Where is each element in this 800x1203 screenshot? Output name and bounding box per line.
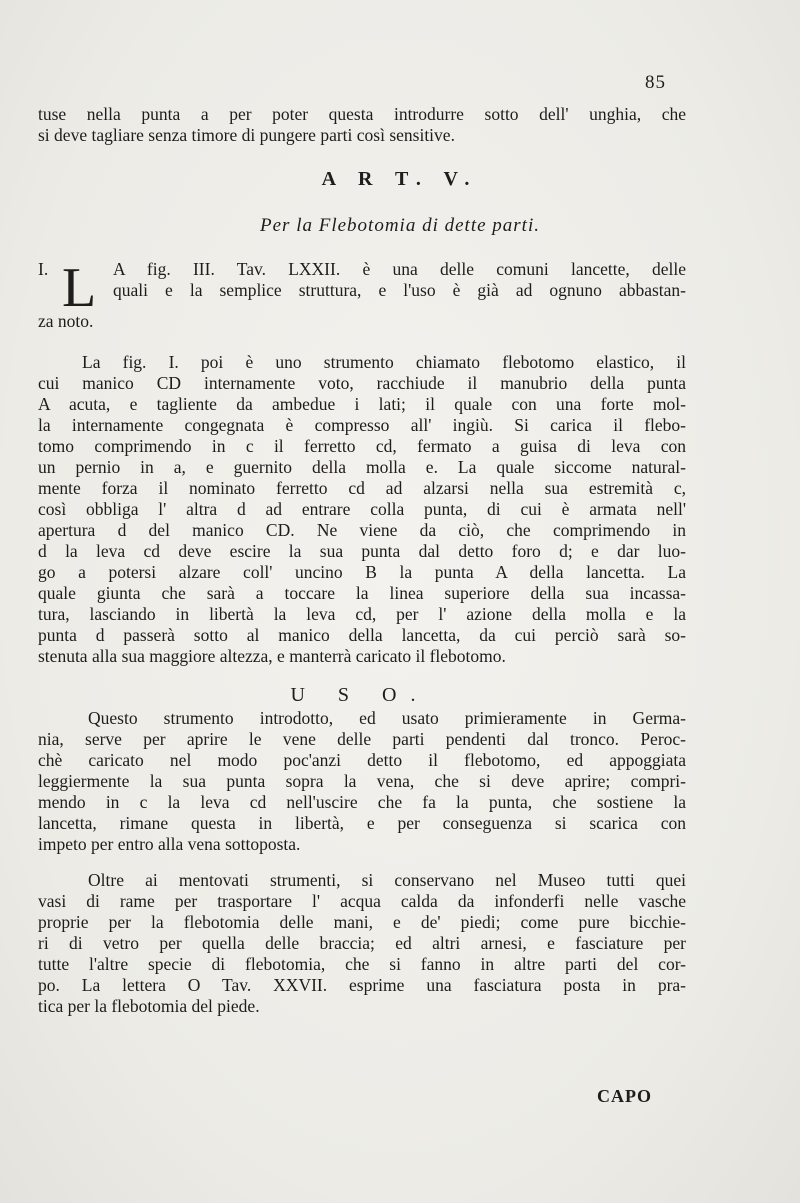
text-line: mendo in c la leva cd nell'uscire che fa la punta, che sostiene la <box>38 792 686 812</box>
text-line: vasi di rame per trasportare l' acqua calda da infonderfi nelle vasche <box>38 891 686 911</box>
article-heading: A R T. V. <box>321 168 479 190</box>
text-line: d la leva cd deve escire la sua punta dal detto foro d; e dar luo- <box>38 541 686 561</box>
text-line: si deve tagliare senza timore di pungere parti così sensitive. <box>38 125 455 145</box>
section-number: I. <box>38 259 49 279</box>
text-line: A fig. III. Tav. LXXII. è una delle comuni lancette, delle <box>113 259 686 279</box>
catchword: CAPO <box>597 1086 652 1106</box>
final-first-line <box>38 870 686 891</box>
text-line: za noto. <box>38 311 94 331</box>
text-line: po. La lettera O Tav. XXVII. esprime una fasciatura posta in pra- <box>38 975 686 995</box>
text-line: lancetta, rimane questa in libertà, e per conseguenza si scarica con <box>38 813 686 833</box>
text-line: stenuta alla sua maggiore altezza, e manterrà caricato il flebotomo. <box>38 646 506 666</box>
intro-text <box>38 104 686 146</box>
text-line: nia, serve per aprire le vene delle parti pendenti dal tronco. Peroc- <box>38 729 686 749</box>
text-line: Questo strumento introdotto, ed usato primieramente in Germa- <box>88 708 686 728</box>
drop-capital: L <box>62 257 97 319</box>
text-line: A acuta, e tagliente da ambedue i lati; il quale con una forte mol- <box>38 394 686 414</box>
text-line: go a potersi alzare coll' uncino B la punta A della lancetta. La <box>38 562 686 582</box>
text-line: apertura d del manico CD. Ne viene da ciò, che comprimendo in <box>38 520 686 540</box>
text-line: impeto per entro alla vena sottoposta. <box>38 834 301 854</box>
text-line: leggiermente la sua punta sopra la vena, che si deve aprire; compri- <box>38 771 686 791</box>
text-line: Oltre ai mentovati strumenti, si conservano nel Museo tutti quei <box>88 870 686 890</box>
section-one-tail <box>38 311 686 332</box>
uso-first-line <box>38 708 686 729</box>
text-line: così obbliga l' altra d ad entrare colla punta, di cui è armata nell' <box>38 499 686 519</box>
text-line: un pernio in a, e guernito della molla e. La quale siccome natural- <box>38 457 686 477</box>
section-one-text <box>113 259 686 301</box>
text-line: tuse nella punta a per poter questa introdurre sotto dell' unghia, che <box>38 104 686 124</box>
uso-paragraph <box>38 729 686 855</box>
text-line: la internamente congegnata è compresso all' ingiù. Si carica il flebo- <box>38 415 686 435</box>
text-line: tomo comprimendo in c il ferretto cd, fermato a guisa di leva con <box>38 436 686 456</box>
text-line: tura, lasciando in libertà la leva cd, per l' azione della molla e la <box>38 604 686 624</box>
text-line: tutte l'altre specie di flebotomia, che si fanno in altre parti del cor- <box>38 954 686 974</box>
section-two-text <box>38 352 686 373</box>
text-line: quale giunta che sarà a toccare la linea superiore della sua incassa- <box>38 583 686 603</box>
uso-heading: U S O. <box>290 684 430 706</box>
text-line: proprie per la flebotomia delle mani, e de' piedi; come pure bicchie- <box>38 912 686 932</box>
text-line: ri di vetro per quella delle braccia; ed altri arnesi, e fasciature per <box>38 933 686 953</box>
text-line: La fig. I. poi è uno strumento chiamato flebotomo elastico, il <box>82 352 686 372</box>
section-two-body <box>38 373 686 667</box>
text-line: tica per la flebotomia del piede. <box>38 996 260 1016</box>
text-line: quali e la semplice struttura, e l'uso è già ad ognuno abbastan- <box>113 280 686 300</box>
text-line: chè caricato nel modo poc'anzi detto il flebotomo, ed appoggiata <box>38 750 686 770</box>
page-number: 85 <box>645 72 666 93</box>
article-subtitle: Per la Flebotomia di dette parti. <box>260 215 540 236</box>
text-line: mente forza il nominato ferretto cd ad alzarsi nella sua estremità c, <box>38 478 686 498</box>
final-paragraph <box>38 891 686 1017</box>
text-line: cui manico CD internamente voto, racchiude il manubrio della punta <box>38 373 686 393</box>
text-line: punta d passerà sotto al manico della lancetta, da cui perciò sarà so- <box>38 625 686 645</box>
